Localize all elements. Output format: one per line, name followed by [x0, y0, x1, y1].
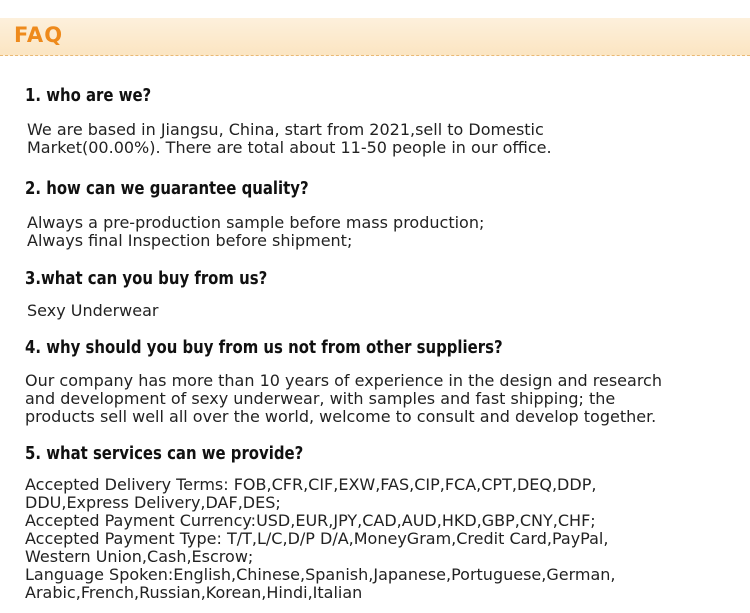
faq-answer-1	[27, 121, 552, 157]
faq-answer-line: Accepted Payment Type: T/T,L/C,D/P D/A,MoneyGram,Credit Card,PayPal,	[25, 529, 609, 548]
faq-answer-line: and development of sexy underwear, with samples and fast shipping; the	[25, 389, 616, 408]
faq-answer-2	[27, 214, 484, 250]
faq-answer-line: Always final Inspection before shipment;	[27, 231, 353, 250]
faq-answer-line: Always a pre-production sample before mass production;	[27, 213, 485, 232]
faq-answer-line: Arabic,French,Russian,Korean,Hindi,Italian	[25, 583, 363, 602]
faq-question-4: 4. why should you buy from us not from other suppliers?	[25, 337, 503, 358]
faq-answer-line: Our company has more than 10 years of experience in the design and research	[25, 371, 662, 390]
faq-question-3: 3.what can you buy from us?	[25, 268, 268, 289]
faq-question-1: 1. who are we?	[25, 85, 152, 106]
faq-answer-3	[27, 302, 158, 320]
faq-answer-line: Market(00.00%). There are total about 11-50 people in our office.	[27, 138, 552, 157]
faq-title: FAQ	[14, 23, 64, 47]
faq-answer-line: Accepted Delivery Terms: FOB,CFR,CIF,EXW,FAS,CIP,FCA,CPT,DEQ,DDP,	[25, 475, 597, 494]
faq-answer-line: products sell well all over the world, welcome to consult and develop together.	[25, 407, 657, 426]
faq-question-2: 2. how can we guarantee quality?	[25, 178, 309, 199]
faq-question-5: 5. what services can we provide?	[25, 443, 304, 464]
faq-answer-line: DDU,Express Delivery,DAF,DES;	[25, 493, 281, 512]
faq-answer-line: Language Spoken:English,Chinese,Spanish,Japanese,Portuguese,German,	[25, 565, 616, 584]
faq-answer-line: Accepted Payment Currency:USD,EUR,JPY,CAD,AUD,HKD,GBP,CNY,CHF;	[25, 511, 596, 530]
faq-header-bar	[0, 18, 750, 56]
faq-answer-line: Sexy Underwear	[27, 301, 159, 320]
faq-answer-line: We are based in Jiangsu, China, start from 2021,sell to Domestic	[27, 120, 544, 139]
faq-answer-5	[25, 476, 616, 602]
faq-answer-line: Western Union,Cash,Escrow;	[25, 547, 254, 566]
faq-answer-4	[25, 372, 662, 426]
